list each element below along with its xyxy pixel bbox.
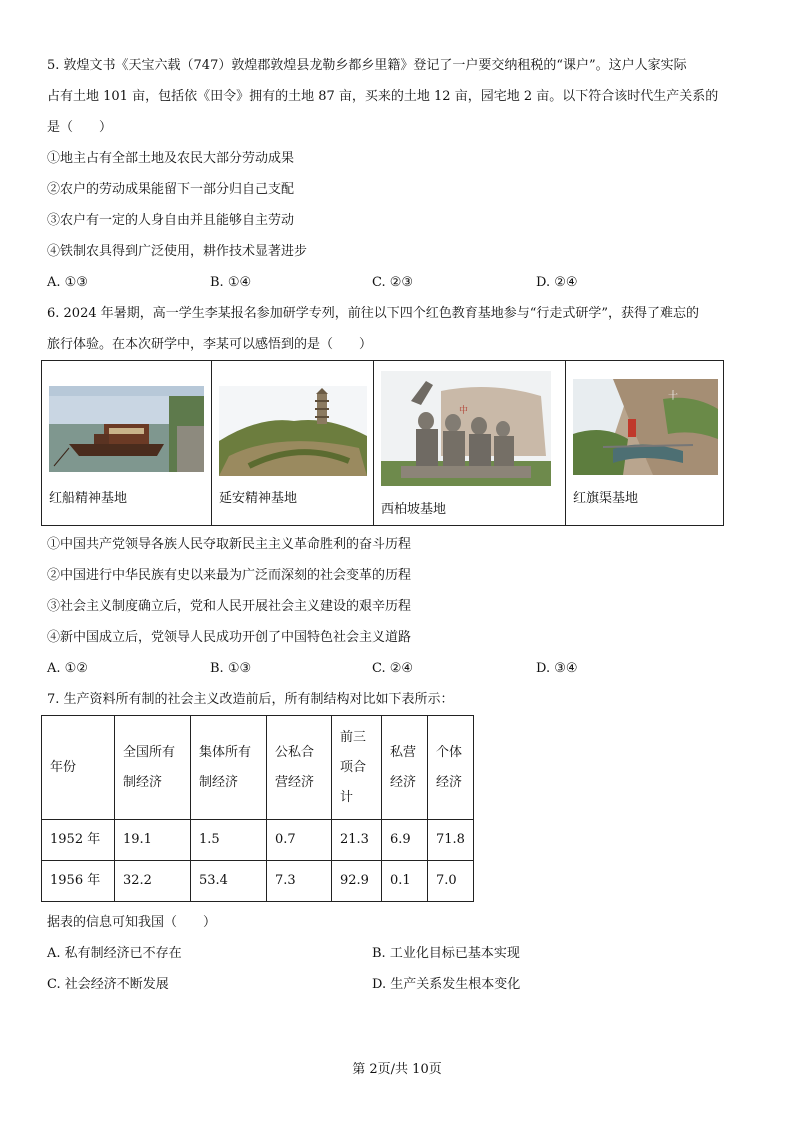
table-header-cell: 个体 经济 [428, 716, 474, 820]
table-cell: 1956 年 [42, 861, 115, 902]
photo-caption-3: 西柏坡基地 [381, 502, 447, 517]
q5-stem-line1: 5. 敦煌文书《天宝六载（747）敦煌郡敦煌县龙勒乡都乡里籍》登记了一户要交纳租税的“课户”。这户人家实际 [47, 58, 687, 73]
q6-stem-line1: 6. 2024 年暑期，高一学生李某报名参加研学专列，前往以下四个红色教育基地参与“行走式研学”，获得了难忘的 [47, 306, 700, 321]
q5-stem-line3: 是（ ） [47, 120, 113, 135]
table-cell: 1952 年 [42, 820, 115, 861]
table-header-cell: 年份 [42, 716, 115, 820]
q5-statement-3: ③农户有一定的人身自由并且能够自主劳动 [47, 213, 295, 228]
table-header-cell: 私营 经济 [382, 716, 428, 820]
q7-option-a[interactable]: A. 私有制经济已不存在 [47, 946, 182, 961]
q5-stem-line2: 占有土地 101 亩，包括依《田令》拥有的土地 87 亩，买来的土地 12 亩，园宅地 2 亩。以下符合该时代生产关系的 [47, 89, 719, 104]
photo-table [41, 360, 724, 526]
svg-text:中: 中 [459, 406, 469, 416]
table-header-cell: 公私合 营经济 [267, 716, 332, 820]
q7-option-c[interactable]: C. 社会经济不断发展 [47, 977, 169, 992]
photo-caption-2: 延安精神基地 [219, 491, 298, 506]
table-header-cell: 集体所有 制经济 [191, 716, 267, 820]
q6-option-c[interactable]: C. ②④ [372, 661, 414, 676]
q6-statement-2: ②中国进行中华民族有史以来最为广泛而深刻的社会变革的历程 [47, 568, 412, 583]
photo-caption-1: 红船精神基地 [49, 491, 128, 506]
q5-statement-4: ④铁制农具得到广泛使用，耕作技术显著进步 [47, 244, 308, 259]
table-cell: 21.3 [332, 820, 382, 861]
photo-cell-hongqiqu [566, 361, 723, 525]
q7-option-b[interactable]: B. 工业化目标已基本实现 [372, 946, 520, 961]
q7-option-d[interactable]: D. 生产关系发生根本变化 [372, 977, 521, 992]
table-cell: 6.9 [382, 820, 428, 861]
xibaipo-statue-photo [381, 371, 551, 486]
table-cell: 19.1 [115, 820, 191, 861]
red-boat-photo [49, 386, 204, 472]
table-cell: 32.2 [115, 861, 191, 902]
photo-caption-4: 红旗渠基地 [573, 491, 639, 506]
q5-statement-1: ①地主占有全部土地及农民大部分劳动成果 [47, 151, 295, 166]
page-footer: 第 2页/共 10页 [352, 1062, 442, 1077]
table-header-cell: 全国所有 制经济 [115, 716, 191, 820]
q6-option-d[interactable]: D. ③④ [536, 661, 578, 676]
table-row [42, 820, 474, 861]
ownership-table [41, 715, 474, 902]
q5-statement-2: ②农户的劳动成果能留下一部分归自己支配 [47, 182, 295, 197]
photo-cell-yanan [212, 361, 374, 525]
q5-option-d[interactable]: D. ②④ [536, 275, 578, 290]
q7-stem: 7. 生产资料所有制的社会主义改造前后，所有制结构对比如下表所示： [47, 692, 454, 707]
photo-cell-red-boat [42, 361, 212, 525]
hongqiqu-canal-photo [573, 379, 718, 475]
table-row [42, 861, 474, 902]
table-cell: 1.5 [191, 820, 267, 861]
table-cell: 7.3 [267, 861, 332, 902]
table-header-row [42, 716, 474, 820]
yanan-pagoda-photo [219, 386, 367, 476]
svg-text:十: 十 [668, 391, 678, 402]
q7-question: 据表的信息可知我国（ ） [47, 915, 217, 930]
table-cell: 92.9 [332, 861, 382, 902]
q6-stem-line2: 旅行体验。在本次研学中，李某可以感悟到的是（ ） [47, 337, 373, 352]
table-cell: 0.7 [267, 820, 332, 861]
q6-option-a[interactable]: A. ①② [47, 661, 88, 676]
table-cell: 0.1 [382, 861, 428, 902]
q6-statement-1: ①中国共产党领导各族人民夺取新民主主义革命胜利的奋斗历程 [47, 537, 412, 552]
q5-option-b[interactable]: B. ①④ [210, 275, 252, 290]
table-header-cell: 前三 项合 计 [332, 716, 382, 820]
table-cell: 53.4 [191, 861, 267, 902]
q6-statement-4: ④新中国成立后，党领导人民成功开创了中国特色社会主义道路 [47, 630, 412, 645]
photo-cell-xibaipo [374, 361, 566, 525]
q6-option-b[interactable]: B. ①③ [210, 661, 252, 676]
q5-option-a[interactable]: A. ①③ [47, 275, 88, 290]
table-cell: 71.8 [428, 820, 474, 861]
table-cell: 7.0 [428, 861, 474, 902]
q5-option-c[interactable]: C. ②③ [372, 275, 414, 290]
q6-statement-3: ③社会主义制度确立后，党和人民开展社会主义建设的艰辛历程 [47, 599, 412, 614]
